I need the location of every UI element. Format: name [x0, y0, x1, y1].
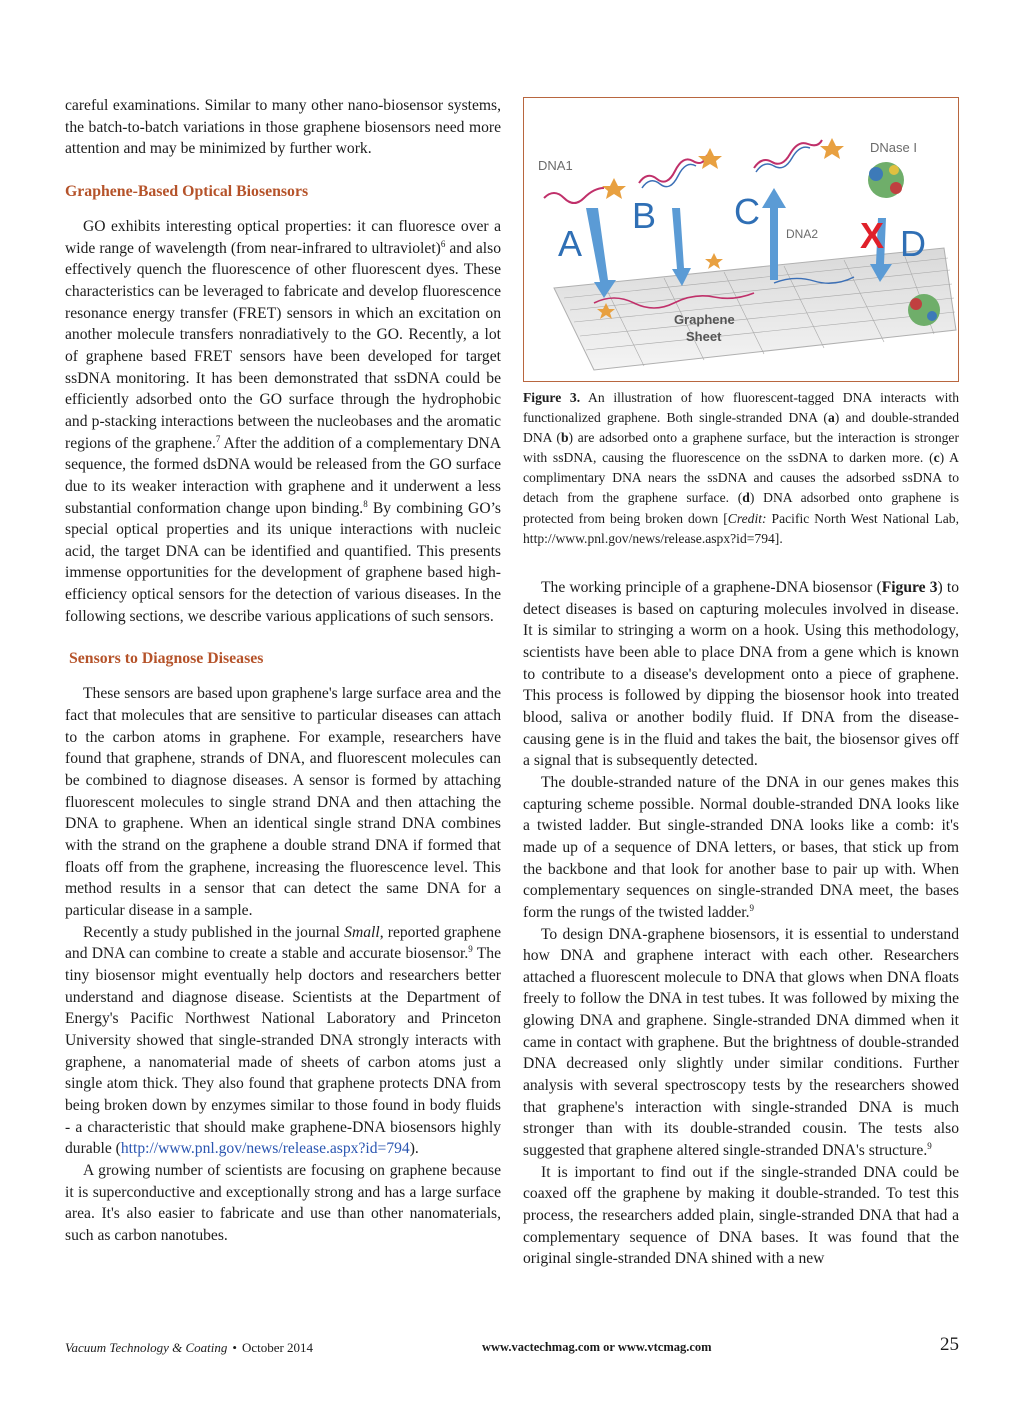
text-run: Recently a study published in the journal — [83, 923, 345, 941]
label-dnase: DNase I — [870, 140, 917, 155]
caption-credit-label: Credit: — [727, 510, 767, 526]
right-paragraph-3 — [523, 924, 959, 1162]
caption-ref-a: a — [827, 410, 835, 426]
dna1-strand — [544, 188, 604, 203]
right-paragraph-1 — [523, 577, 959, 772]
label-d: D — [900, 223, 926, 264]
footer-date: October 2014 — [241, 1340, 314, 1355]
text-run: and also effectively quench the fluorescence of other fluorescent dyes. These characteristics can be leveraged to fabricate and develop fluorescence resonance energy transfer (FRET) sensors in which an excitation on another molecule transfers nonradiatively to the GO. Recently, a lot of graphene based FRET sensors have been developed for target ssDNA monitoring. It has been demonstrated that ssDNA could be efficiently adsorbed onto the GO surface through the hydrophobic and p-stacking interactions between the nucleobases and the aromatic regions of the graphene. — [65, 239, 501, 452]
label-c: C — [734, 191, 760, 232]
text-run: The double-stranded nature of the DNA in our genes makes this capturing scheme possible. Normal double-stranded DNA looks like a twisted ladder. But single-stranded DNA looks like a comb: it's made up of a sequence of DNA letters, or bases, that stick up from the backbone and that look for another base to pair up with. When complementary sequences on single-stranded DNA meet, the bases form the rungs of the twisted ladder. — [523, 773, 959, 921]
caption-ref-b: b — [560, 430, 569, 446]
figure-3-illustration — [523, 97, 959, 382]
fluorophore-star — [705, 253, 723, 269]
fluorophore-star — [698, 148, 722, 169]
label-dna1: DNA1 — [538, 158, 573, 173]
page-number: 25 — [940, 1334, 959, 1355]
caption-text: ) and double-stranded DNA ( — [523, 410, 959, 446]
diagnose-paragraph-1: These sensors are based upon graphene's large surface area and the fact that molecules that are sensitive to particular diseases can attach to the carbon atoms in graphene. For example, researchers have found that graphene, strands of DNA, and fluorescent molecules can be combined to diagnose diseases. A sensor is formed by attaching fluorescent molecules to single strand DNA and then attaching the DNA to graphene. When an identical single strand DNA combines with the strand on the graphene a double strand DNA if formed that floats off from the graphene, increasing the fluorescence level. This method results in a sensor that can detect the same DNA for a particular disease in a sample. — [65, 685, 501, 919]
right-paragraph-4: It is important to find out if the single-stranded DNA could be coaxed off the graphene by making it double-stranded. To test this process, the researchers added plain, single-stranded DNA that had a complementary sequence of DNA bases. It was found that the original single-stranded DNA shined with a new — [523, 1163, 959, 1268]
graphene-sheet-label-1: Graphene — [674, 312, 735, 327]
caption-text: ) DNA adsorbed onto graphene is protected from being broken down [ — [523, 490, 959, 526]
publication-name: Vacuum Technology & Coating — [65, 1340, 228, 1355]
caption-text: ) A complimentary DNA nears the ssDNA and causes the adsorbed ssDNA to detach from the graphene surface. ( — [523, 450, 960, 506]
fluorophore-star — [602, 178, 626, 199]
optical-biosensors-paragraph — [65, 216, 501, 627]
intro-paragraph: careful examinations. Similar to many other nano-biosensor systems, the batch-to-batch variations in those graphene biosensors need more attention and may be minimized by further work. — [65, 97, 501, 158]
text-run: The working principle of a graphene-DNA biosensor ( — [541, 579, 882, 596]
footer-urls[interactable]: www.vactechmag.com or www.vtcmag.com — [482, 1340, 712, 1354]
diagnose-paragraph-3: A growing number of scientists are focusing on graphene because it is superconductive and exceptionally strong and has a large surface area. It's also easier to fabricate and use than other nanomaterials, such as carbon nanotubes. — [65, 1161, 501, 1244]
caption-ref-c: c — [933, 450, 940, 466]
left-column — [65, 95, 501, 1247]
label-dna2: DNA2 — [786, 227, 819, 241]
text-run: After the addition of a complementary DNA sequence, the formed dsDNA would be released from the GO surface due to its weaker interaction with graphene and it underwent a less substantial conformation change upon binding. — [65, 434, 502, 517]
text-run: GO exhibits interesting optical properties: it can fluoresce over a wide range of wavelength (from near-infrared to ultraviolet) — [65, 217, 501, 257]
caption-text: ) are adsorbed onto a graphene surface, but the interaction is stronger with ssDNA, causing the fluorescence on the ssDNA to darken more. ( — [523, 430, 959, 466]
ref-7: 7 — [215, 433, 221, 444]
ref-9: 9 — [927, 1140, 932, 1151]
right-paragraph-2 — [523, 772, 959, 924]
label-b: B — [632, 195, 657, 236]
caption-text: An illustration of how fluorescent-tagged DNA interacts with functionalized graphene. Both single-stranded DNA ( — [523, 390, 959, 426]
right-column — [523, 577, 959, 1270]
ref-9: 9 — [749, 902, 754, 913]
journal-name: Small — [344, 923, 380, 941]
text-run: ) to detect diseases is based on capturing molecules involved in disease. It is similar to stringing a worm on a hook. Using this methodology, scientists have been able to place DNA from a gene which is known to contribute to a disease's development onto a piece of graphene. This process is followed by dipping the biosensor hook into treated blood, saliva or another bodily fluid. If DNA from the disease-causing gene is in the fluid and takes the bait, the biosensor gives off a signal that is subsequently detected. — [523, 579, 959, 770]
section-heading-diagnose-diseases: Sensors to Diagnose Diseases — [69, 650, 264, 668]
dna-strand-b — [639, 155, 707, 183]
graphene-sheet-label-2: Sheet — [686, 329, 722, 344]
cross-mark-icon: X — [860, 215, 885, 256]
ref-9: 9 — [468, 944, 473, 955]
diagnose-paragraph-2 — [65, 922, 501, 1160]
text-run: ). — [409, 1140, 419, 1158]
bound-enzyme — [908, 294, 940, 326]
text-run: By combining GO’s special optical properties and its unique interactions with nucleic acid, the target DNA can be identified and quantified. This presents immense opportunities for the development of graphene based high-efficiency optical sensors for the detection of various diseases. In the following sections, we describe various applications of such sensors. — [65, 499, 501, 625]
section-heading-optical-biosensors: Graphene-Based Optical Biosensors — [65, 182, 309, 200]
text-run: , reported graphene and DNA can combine to create a stable and accurate biosensor. — [65, 923, 501, 963]
caption-ref-d: d — [742, 490, 750, 506]
pnl-news-link[interactable]: http://www.pnl.gov/news/release.aspx?id=794 — [120, 1140, 410, 1158]
page-footer — [65, 1334, 959, 1358]
figure-3-caption — [523, 388, 959, 549]
label-a: A — [558, 223, 583, 264]
text-run: The tiny biosensor might eventually help doctors and researchers better understand and diagnose disease. Scientists at the Department of Energy's Pacific Northwest National Laboratory and Princeton University showed that single-stranded DNA strongly interacts with graphene, a nanomaterial made of sheets of carbon atoms just a single atom thick. They also found that graphene protects DNA from being broken down by enzymes similar to those found in body fluids - a characteristic that should make graphene-DNA biosensors highly durable ( — [65, 945, 501, 1158]
footer-publication — [65, 1340, 313, 1356]
figure-3-svg — [524, 98, 958, 381]
figure-3-reference[interactable]: Figure 3 — [881, 579, 938, 596]
fluorophore-star — [820, 138, 844, 159]
ref-6: 6 — [440, 238, 446, 249]
ref-8: 8 — [363, 498, 368, 509]
caption-label: Figure 3. — [523, 390, 581, 405]
text-run: To design DNA-graphene biosensors, it is essential to understand how DNA and graphene interact with each other. Researchers attached a fluorescent molecule to DNA that glows when DNA floats freely to follow the DNA in test tubes. It was followed by mixing the glowing DNA and graphene. Single-stranded DNA dimmed when it came in contact with graphene. But the brightness of double-stranded DNA decreased only slightly under similar conditions. Further analysis with several spectroscopy tests by the researchers showed that graphene's interaction with single-stranded DNA is much stronger than with its double-stranded cousin. The tests also suggested that graphene altered single-stranded DNA's structure. — [523, 925, 959, 1160]
caption-text: Pacific North West National Lab, http://www.pnl.gov/news/release.aspx?id=794]. — [523, 510, 960, 546]
dnase-enzyme — [868, 162, 904, 198]
footer-separator: • — [232, 1340, 237, 1355]
